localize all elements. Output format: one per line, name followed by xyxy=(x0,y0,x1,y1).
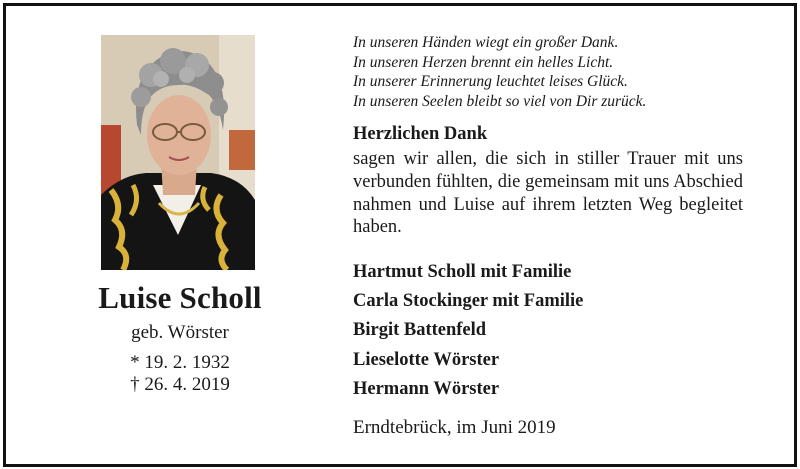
thanks-heading: Herzlichen Dank xyxy=(353,124,488,144)
signers-list xyxy=(353,258,583,404)
poem-line: In unseren Händen wiegt ein großer Dank. xyxy=(353,34,619,51)
signer-name: Hartmut Scholl mit Familie xyxy=(353,262,572,282)
signer-name: Birgit Battenfeld xyxy=(353,320,487,341)
deceased-name: Luise Scholl xyxy=(98,280,262,315)
thanks-text: sagen wir allen, die sich in stiller Trauer mit uns verbunden fühlten, die gemeinsam mit uns Abschied nahmen und Luise auf ihrem letzten Weg begleitet haben. xyxy=(353,149,743,238)
birth-date: * 19. 2. 1932 xyxy=(130,352,230,373)
portrait-photo xyxy=(101,35,255,270)
signer-name: Lieselotte Wörster xyxy=(353,349,500,370)
poem-line: In unseren Seelen bleibt so viel von Dir zurück. xyxy=(353,92,647,110)
poem-line: In unseren Herzen brennt ein helles Licht. xyxy=(353,53,614,71)
place-date: Erndtebrück, im Juni 2019 xyxy=(353,417,556,438)
death-date: † 26. 4. 2019 xyxy=(130,374,230,395)
poem-line: In unserer Erinnerung leuchtet leises Glück. xyxy=(353,73,628,90)
maiden-name: geb. Wörster xyxy=(131,322,229,343)
signer-name: Carla Stockinger mit Familie xyxy=(353,291,584,312)
signer-name: Hermann Wörster xyxy=(353,378,500,399)
poem xyxy=(353,33,773,111)
